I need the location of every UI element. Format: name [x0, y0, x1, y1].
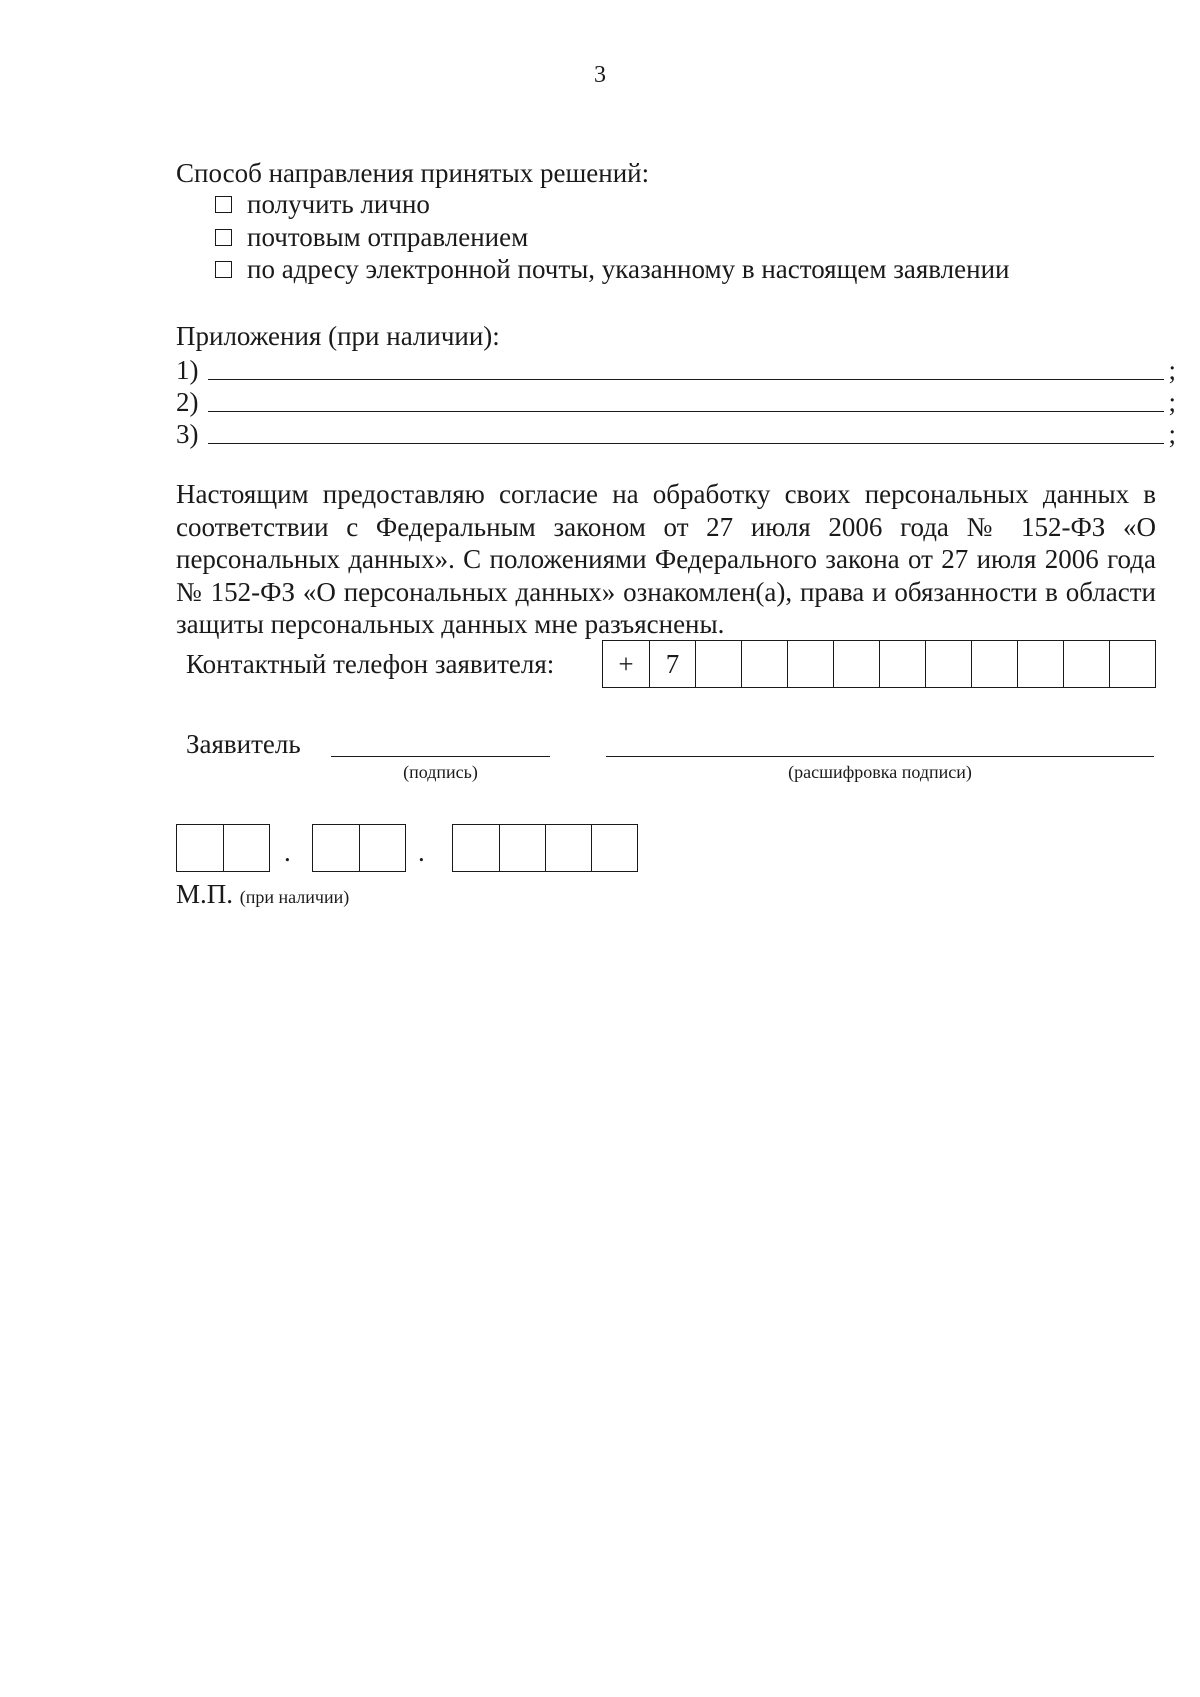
date-year-cells[interactable] [452, 824, 638, 872]
signature-line[interactable] [331, 756, 550, 757]
checkbox-by-email[interactable] [215, 261, 232, 278]
attachment-row-1 [176, 354, 1176, 386]
checkbox-in-person[interactable] [215, 196, 232, 213]
phone-digit-cell[interactable] [1063, 641, 1109, 687]
decision-method-heading: Способ направления принятых решений: [176, 158, 650, 188]
attachment-end: ; [1168, 419, 1176, 449]
date-day-digit[interactable] [177, 825, 223, 871]
option-label: почтовым отправлением [247, 222, 529, 252]
date-month-cells[interactable] [312, 824, 406, 872]
signature-decoding-line[interactable] [606, 756, 1154, 757]
date-month-digit[interactable] [359, 825, 405, 871]
attachment-number: 2) [176, 387, 199, 417]
date-year-digit[interactable] [591, 825, 637, 871]
consent-paragraph: Настоящим предоставляю согласие на обработку своих персональных данных в соответствии с Федеральным законом от 27 июля 2006 года № 152-ФЗ «О персональных данных». С положениями Федерального закона от 27 июля 2006 года № 152-ФЗ «О персональных данных» ознакомлен(а), права и обязанности в области защиты персональных данных мне разъяснены. [176, 479, 1156, 639]
option-by-email[interactable] [215, 253, 1009, 285]
phone-digit-cell[interactable] [741, 641, 787, 687]
phone-digit-cell[interactable] [833, 641, 879, 687]
phone-digit-cell[interactable] [695, 641, 741, 687]
phone-cell-plus: + [618, 649, 634, 679]
phone-input-cells[interactable] [602, 640, 1156, 688]
date-day-cells[interactable] [176, 824, 270, 872]
attachment-row-2 [176, 386, 1176, 418]
attachment-input-line-1[interactable] [208, 379, 1164, 380]
phone-digit-cell[interactable] [787, 641, 833, 687]
option-label: получить лично [247, 189, 430, 219]
option-in-person[interactable] [215, 188, 430, 220]
date-separator: . [284, 837, 291, 867]
attachment-end: ; [1168, 355, 1176, 385]
signature-caption: (подпись) [403, 762, 478, 782]
date-year-digit[interactable] [545, 825, 591, 871]
phone-label: Контактный телефон заявителя: [186, 649, 555, 679]
phone-digit-cell[interactable] [971, 641, 1017, 687]
stamp-label [176, 878, 349, 913]
option-by-post[interactable] [215, 221, 528, 253]
stamp-abbrev: М.П. [176, 879, 234, 909]
phone-digit-cell[interactable] [879, 641, 925, 687]
phone-digit-cell[interactable] [1017, 641, 1063, 687]
applicant-label: Заявитель [186, 729, 301, 759]
phone-digit-cell[interactable] [1109, 641, 1155, 687]
date-year-digit[interactable] [499, 825, 545, 871]
attachment-input-line-3[interactable] [208, 443, 1164, 444]
phone-digit-cell[interactable] [925, 641, 971, 687]
date-separator: . [418, 837, 425, 867]
option-label: по адресу электронной почты, указанному в настоящем заявлении [247, 254, 1010, 284]
attachment-number: 3) [176, 419, 199, 449]
attachment-row-3 [176, 418, 1176, 450]
checkbox-by-post[interactable] [215, 229, 232, 246]
date-month-digit[interactable] [313, 825, 359, 871]
stamp-note: (при наличии) [239, 887, 350, 907]
attachment-input-line-2[interactable] [208, 411, 1164, 412]
attachment-end: ; [1168, 387, 1176, 417]
decoding-caption: (расшифровка подписи) [788, 762, 972, 782]
attachment-number: 1) [176, 355, 199, 385]
page-number: 3 [594, 62, 606, 88]
phone-cell-country-code: 7 [649, 641, 695, 687]
attachments-heading: Приложения (при наличии): [176, 321, 500, 351]
date-year-digit[interactable] [453, 825, 499, 871]
date-day-digit[interactable] [223, 825, 269, 871]
